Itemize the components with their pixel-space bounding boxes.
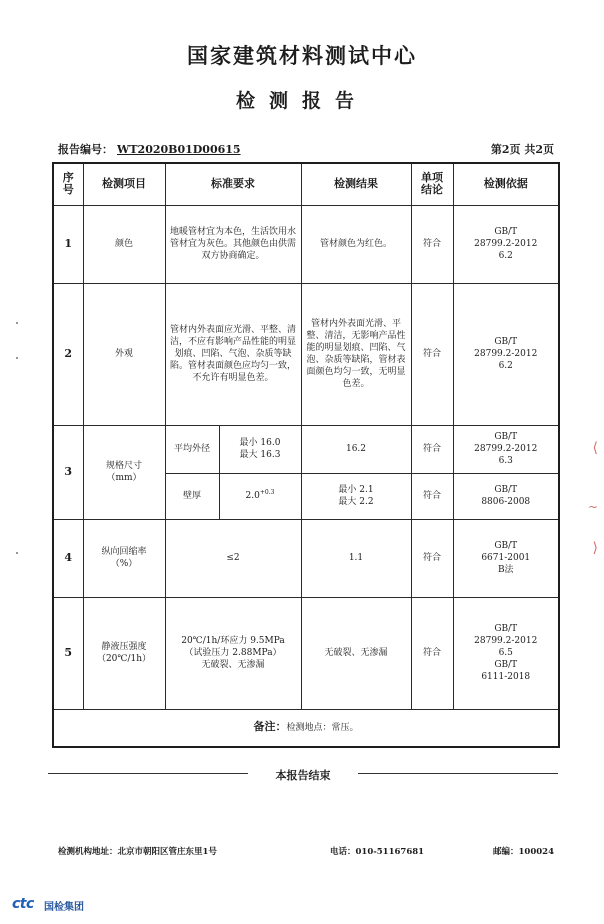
end-text: 本报告结束	[275, 769, 331, 782]
row-item: 规格尺寸 （mm）	[83, 425, 165, 519]
footer-address: 检测机构地址：北京市朝阳区管庄东里1号	[58, 847, 217, 857]
row-conclusion: 符合	[411, 205, 453, 283]
report-meta	[58, 141, 554, 157]
organization-title: 国家建筑材料测试中心	[187, 43, 417, 68]
remark-text: 检测地点：常压。	[286, 723, 359, 734]
mean-od-conclusion: 符合	[411, 425, 453, 473]
stamp-fragment-icon: ~	[587, 500, 598, 514]
row-item: 纵向回缩率 （%）	[83, 519, 165, 597]
row-result: 1.1	[301, 519, 411, 597]
page-info: 第2页 共2页	[490, 143, 554, 156]
row-item: 外观	[83, 283, 165, 425]
footer-zip: 邮编：100024	[493, 847, 554, 857]
row-seq: 2	[53, 283, 83, 425]
row-conclusion: 符合	[411, 283, 453, 425]
table-header-row	[53, 163, 559, 205]
scan-speck	[16, 357, 18, 359]
scan-speck	[16, 322, 18, 324]
mean-od-basis: GB/T 28799.2-2012 6.3	[453, 425, 559, 473]
footer-phone: 电话：010-51167681	[330, 847, 425, 857]
stamp-fragment-icon: ⟩	[592, 540, 598, 556]
row-conclusion: 符合	[411, 597, 453, 709]
ctc-logo-icon: ctc	[12, 896, 34, 912]
row-standard: 管材内外表面应光滑、平整、清洁，不应有影响产品性能的明显划痕、凹陷、气泡、杂质等缺陷。管材表面颜色应均匀一致，不允许有明显色差。	[165, 283, 301, 425]
remark-row	[53, 709, 559, 747]
report-number	[58, 141, 241, 157]
header-result: 检测结果	[301, 163, 411, 205]
table-row	[53, 205, 559, 283]
row-item: 颜色	[83, 205, 165, 283]
row-seq: 4	[53, 519, 83, 597]
row-basis: GB/T 28799.2-2012 6.2	[453, 283, 559, 425]
row-seq: 5	[53, 597, 83, 709]
row-standard: 20℃/1h/环应力 9.5MPa （试验压力 2.88MPa） 无破裂、无渗漏	[165, 597, 301, 709]
row-standard: 地暖管材宜为本色，生活饮用水管材宜为灰色。其他颜色由供需双方协商确定。	[165, 205, 301, 283]
table-row	[53, 283, 559, 425]
end-divider	[48, 768, 558, 780]
header-basis: 检测依据	[453, 163, 559, 205]
row-seq: 1	[53, 205, 83, 283]
report-title: 检测报告	[235, 90, 368, 112]
header-conclusion: 单项 结论	[411, 163, 453, 205]
report-number-value: WT2020B01D00615	[117, 143, 241, 156]
wall-label: 壁厚	[165, 473, 219, 519]
row-seq: 3	[53, 425, 83, 519]
row-basis: GB/T 28799.2-2012 6.5 GB/T 6111-2018	[453, 597, 559, 709]
wall-standard: $2.0^{+0.3}$	[219, 473, 301, 519]
scan-speck	[16, 552, 18, 554]
row-result: 管材颜色为红色。	[301, 205, 411, 283]
mean-od-standard: 最小 16.0 最大 16.3	[219, 425, 301, 473]
table-row-size-od	[53, 425, 559, 473]
mean-od-result: 16.2	[301, 425, 411, 473]
remark-label: 备注：	[253, 720, 287, 734]
row-result: 管材内外表面光滑、平整、清洁，无影响产品性能的明显划痕、凹陷、气泡、杂质等缺陷，管材表面颜色均匀一致，无明显色差。	[301, 283, 411, 425]
header-item: 检测项目	[83, 163, 165, 205]
inspection-table	[52, 162, 560, 748]
header-seq: 序 号	[53, 163, 83, 205]
stamp-fragment-icon: ⟨	[592, 440, 598, 456]
row-item: 静液压强度 （20℃/1h）	[83, 597, 165, 709]
row-standard: ≤2	[165, 519, 301, 597]
mean-od-label: 平均外径	[165, 425, 219, 473]
row-basis: GB/T 6671-2001 B法	[453, 519, 559, 597]
wall-basis: GB/T 8806-2008	[453, 473, 559, 519]
logo-name: 国检集团	[44, 902, 84, 913]
footer	[58, 845, 554, 859]
remark-cell	[53, 709, 559, 747]
row-basis: GB/T 28799.2-2012 6.2	[453, 205, 559, 283]
wall-result: 最小 2.1 最大 2.2	[301, 473, 411, 519]
report-number-label: 报告编号：	[58, 143, 113, 156]
table-row	[53, 519, 559, 597]
company-logo	[12, 896, 112, 916]
wall-conclusion: 符合	[411, 473, 453, 519]
row-conclusion: 符合	[411, 519, 453, 597]
header-standard: 标准要求	[165, 163, 301, 205]
table-row	[53, 597, 559, 709]
row-result: 无破裂、无渗漏	[301, 597, 411, 709]
